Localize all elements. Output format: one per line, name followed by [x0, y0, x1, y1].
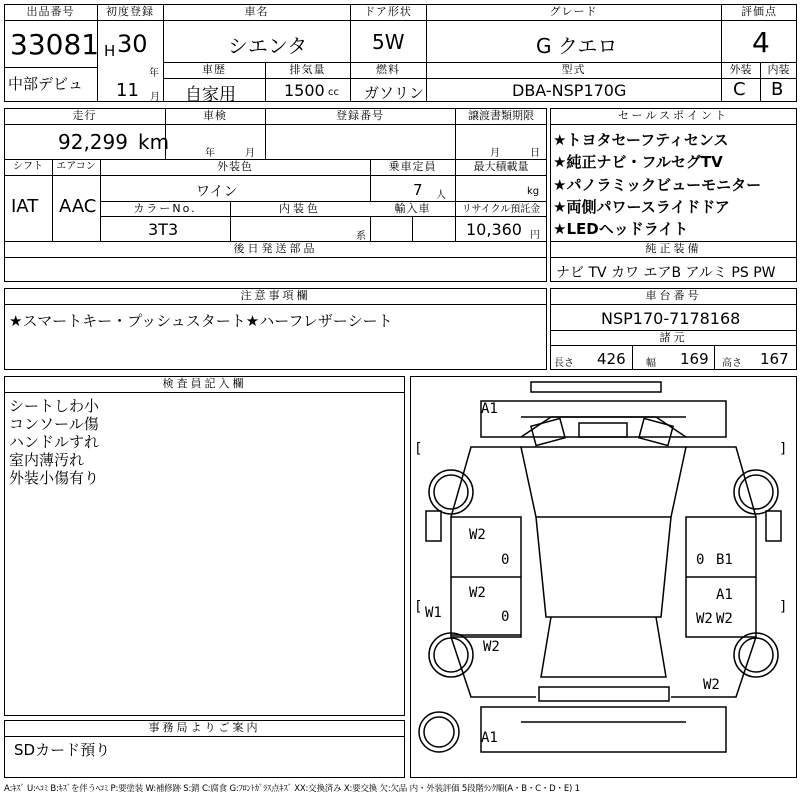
damage-mark: B1: [716, 552, 733, 568]
displacement: 1500: [284, 81, 325, 100]
chassis-number: NSP170-7178168: [601, 309, 741, 328]
mileage-unit: km: [138, 130, 170, 154]
damage-mark: [: [414, 599, 423, 615]
damage-mark: ]: [779, 599, 788, 615]
shift-label: シフト: [13, 161, 43, 172]
exterior-label: 外装: [729, 63, 752, 76]
first-reg-label: 初度登録: [106, 5, 154, 18]
inspector-line: 外装小傷有り: [9, 469, 100, 487]
displacement-unit: cc: [328, 87, 339, 98]
damage-mark: W2: [703, 677, 720, 693]
inspection-year: 年: [205, 148, 215, 159]
notes-text: ★スマートキー・プッシュスタート★ハーフレザーシート: [9, 312, 393, 330]
damage-mark: [: [414, 441, 423, 457]
notes-label: 注意事項欄: [240, 289, 311, 302]
color-label: 外装色: [217, 160, 253, 173]
damage-mark: A1: [481, 401, 498, 417]
inspection-month: 月: [245, 148, 255, 159]
intcolor-label: 内装色: [279, 202, 321, 215]
exterior-grade: C: [733, 79, 746, 100]
grade-label: グレード: [549, 5, 598, 18]
damage-mark: 0: [696, 552, 705, 568]
displacement-label: 排気量: [289, 63, 326, 76]
damage-mark: W2: [696, 611, 713, 627]
exterior-color: ワイン: [196, 184, 238, 200]
capacity-unit: 人: [436, 190, 446, 201]
sales-point: ★LEDヘッドライト: [553, 220, 689, 238]
mileage: 92,299: [58, 130, 128, 154]
ac: AAC: [59, 196, 97, 217]
inspector-line: 室内薄汚れ: [9, 451, 85, 469]
colorno-label: カラーNo.: [133, 202, 197, 215]
inspector-label: 検査員記入欄: [162, 377, 247, 390]
later-parts-label: 後日発送部品: [233, 242, 318, 255]
capacity: 7: [413, 181, 423, 199]
lot-label: 出品番号: [26, 5, 75, 18]
sales-label: セールスポイント: [617, 109, 729, 122]
length-label: 長さ: [554, 358, 574, 369]
sales-point: ★トヨタセーフティセンス: [553, 131, 729, 149]
legend: A:ｷｽﾞ U:ﾍｺﾐ B:ｷｽﾞを伴うﾍｺﾐ P:要塗装 W:補修跡 S:錆 C:腐食 G:ﾌﾛﾝﾄｶﾞﾗｽ点ｷｽﾞ XX:交換済み X:要交換 欠:欠品 内・外装評価 5段階ﾗﾝｸ順(A・B・C・D・E) 1: [4, 784, 580, 794]
damage-mark: W2: [469, 527, 486, 543]
interior-label: 内装: [767, 63, 790, 76]
fuel-label: 燃料: [376, 63, 400, 76]
ac-label: エアコン: [56, 161, 96, 172]
fuel: ガソリン: [364, 84, 425, 102]
sales-point: ★両側パワースライドドア: [553, 198, 730, 216]
interior-grade: B: [771, 79, 784, 100]
damage-mark: W2: [469, 585, 486, 601]
transfer-month: 月: [490, 148, 500, 159]
history-label: 車歴: [202, 63, 226, 76]
damage-mark: 0: [501, 552, 510, 568]
car-name-label: 車名: [244, 5, 269, 18]
damage-mark: A1: [481, 730, 498, 746]
score: 4: [752, 26, 770, 59]
damage-mark: W2: [483, 639, 500, 655]
reg-year: 30: [117, 30, 148, 58]
reg-month: 11: [116, 80, 139, 101]
chassis-label: 車台番号: [645, 289, 702, 302]
maxload-label: 最大積載量: [473, 160, 529, 173]
equipment-items: ナビ TV カワ エアB アルミ PS PW: [556, 265, 776, 281]
lot-number: 33081: [10, 28, 100, 61]
model-label: 型式: [561, 63, 586, 76]
score-label: 評価点: [741, 5, 777, 18]
recycle-unit: 円: [530, 230, 540, 241]
transfer-day: 日: [530, 148, 540, 159]
door-label: ドア形状: [364, 5, 412, 18]
grade: G クエロ: [536, 34, 618, 58]
height-value: 167: [760, 350, 789, 368]
color-number: 3T3: [148, 220, 179, 239]
width-value: 169: [680, 350, 709, 368]
model-code: DBA-NSP170G: [512, 81, 627, 100]
month-unit: 月: [150, 92, 160, 103]
shift: IAT: [11, 196, 39, 217]
spec-label: 諸元: [659, 331, 688, 344]
transfer-label: 譲渡書類期限: [468, 109, 534, 122]
equipment-label: 純正装備: [645, 242, 702, 255]
length-value: 426: [597, 350, 626, 368]
intcolor-unit: 系: [356, 231, 366, 242]
door-type: 5W: [372, 30, 405, 54]
era: H: [104, 42, 116, 60]
history: 自家用: [185, 85, 236, 105]
damage-mark: W2: [716, 611, 733, 627]
import-label: 輸入車: [394, 202, 431, 215]
recycle-fee: 10,360: [466, 220, 522, 239]
mileage-label: 走行: [72, 109, 97, 122]
damage-mark: 0: [501, 609, 510, 625]
reg-number-label: 登録番号: [336, 109, 384, 122]
sales-point: ★パノラミックビューモニター: [553, 176, 762, 194]
damage-mark: ]: [779, 441, 788, 457]
damage-mark: W1: [425, 605, 442, 621]
inspector-line: コンソール傷: [9, 415, 99, 433]
capacity-label: 乗車定員: [388, 160, 437, 173]
office-text: SDカード預り: [14, 741, 111, 759]
office-label: 事務局よりご案内: [148, 721, 261, 734]
sales-point: ★純正ナビ・フルセグTV: [553, 153, 723, 171]
damage-mark: A1: [716, 587, 733, 603]
car-name: シエンタ: [228, 34, 308, 58]
car-outline-diagram: [411, 377, 796, 777]
inspector-line: ハンドルすれ: [9, 433, 100, 451]
venue: 中部デビュ: [8, 75, 84, 93]
inspector-line: シートしわ小: [9, 397, 100, 415]
damage-diagram: [410, 376, 797, 778]
inspection-label: 車検: [203, 109, 227, 122]
width-label: 幅: [646, 358, 656, 369]
maxload-unit: kg: [527, 186, 540, 197]
year-unit: 年: [149, 68, 159, 79]
height-label: 高さ: [722, 358, 742, 369]
recycle-label: リサイクル預託金: [461, 204, 541, 215]
